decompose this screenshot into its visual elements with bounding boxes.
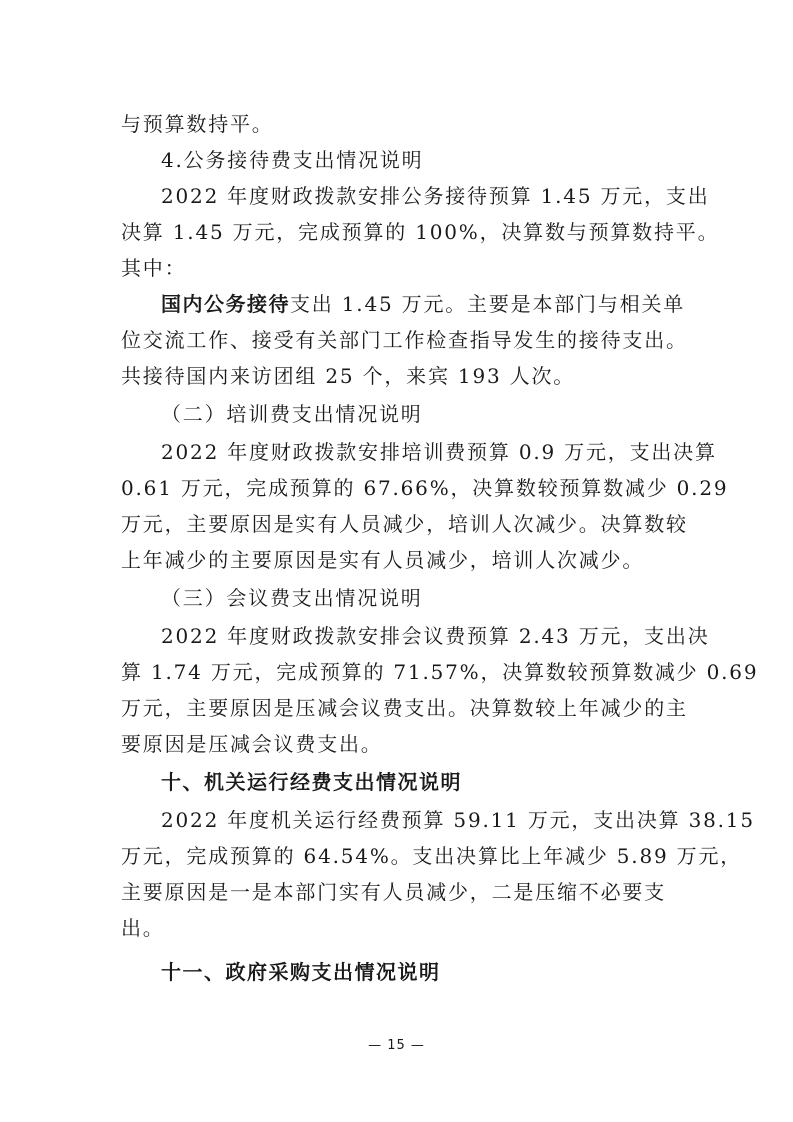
text-line: 万元，主要原因是压减会议费支出。决算数较上年减少的主 — [121, 696, 688, 720]
text-line: 2022 年度机关运行经费预算 59.11 万元，支出决算 38.15 — [161, 808, 755, 832]
text-line: 主要原因是一是本部门实有人员减少，二是压缩不必要支 — [121, 880, 666, 904]
text-line: 万元，完成预算的 64.54%。支出决算比上年减少 5.89 万元， — [121, 844, 743, 868]
text-line: 2022 年度财政拨款安排培训费预算 0.9 万元，支出决算 — [161, 440, 717, 464]
text-line: 与预算数持平。 — [121, 112, 274, 136]
inline-bold-label: 国内公务接待 — [161, 292, 290, 316]
text-line: 2022 年度财政拨款安排公务接待预算 1.45 万元，支出 — [161, 184, 710, 208]
text-line: 算 1.74 万元，完成预算的 71.57%，决算数较预算数减少 0.69 — [121, 660, 759, 684]
text-line: 要原因是压减会议费支出。 — [121, 732, 383, 756]
text-line: 位交流工作、接受有关部门工作检查指导发生的接待支出。 — [121, 328, 688, 352]
text-line: 万元，主要原因是实有人员减少，培训人次减少。决算数较 — [121, 512, 688, 536]
text-line: 2022 年度财政拨款安排会议费预算 2.43 万元，支出决 — [161, 624, 710, 648]
page-number: — 15 — — [368, 1038, 425, 1053]
text-line: 其中： — [121, 256, 187, 280]
subsection-heading: （二）培训费支出情况说明 — [161, 402, 423, 426]
text-line: 决算 1.45 万元，完成预算的 100%，决算数与预算数持平。 — [121, 220, 720, 244]
section-heading: 十一、政府采购支出情况说明 — [161, 960, 441, 984]
text-line: 出。 — [121, 916, 165, 940]
text-line: 共接待国内来访团组 25 个，来宾 193 人次。 — [121, 364, 576, 388]
text-line — [161, 290, 685, 318]
text-line: 上年减少的主要原因是实有人员减少，培训人次减少。 — [121, 548, 645, 572]
subsection-heading: （三）会议费支出情况说明 — [161, 586, 423, 610]
section-heading: 十、机关运行经费支出情况说明 — [161, 770, 462, 794]
subsection-heading: 4.公务接待费支出情况说明 — [161, 148, 424, 172]
text-line: 0.61 万元，完成预算的 67.66%，决算数较预算数减少 0.29 — [121, 476, 729, 500]
text-line-rest: 支出 1.45 万元。主要是本部门与相关单 — [290, 292, 686, 316]
